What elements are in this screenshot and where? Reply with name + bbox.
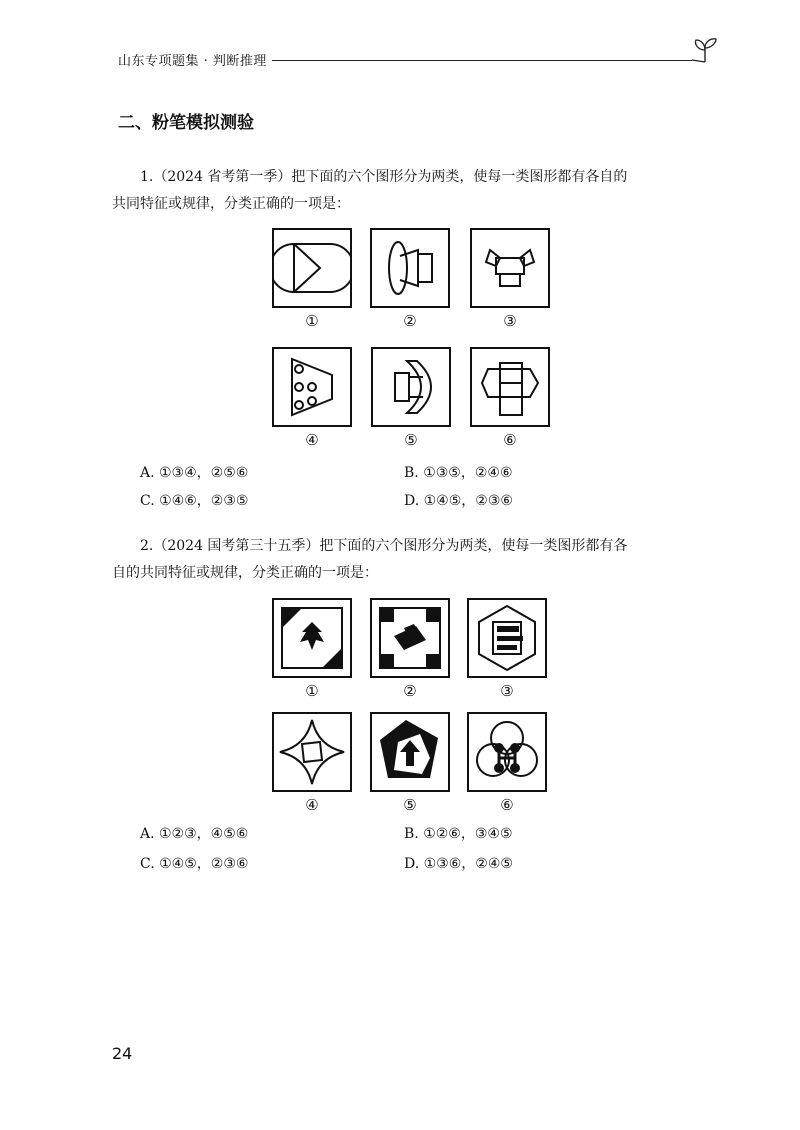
question-2-line2: 自的共同特征或规律，分类正确的一项是： <box>112 565 378 581</box>
q2-option-d[interactable]: D. ①③⑥，②④⑤ <box>404 856 513 872</box>
section-title: 二、粉笔模拟测验 <box>118 113 254 133</box>
q1-figure-6 <box>470 347 550 427</box>
q2-option-b[interactable]: B. ①②⑥，③④⑤ <box>404 826 513 842</box>
q1-figure-1 <box>272 228 352 308</box>
q2-figure-5-label: ⑤ <box>403 796 417 814</box>
q2-figure-6-label: ⑥ <box>500 796 514 814</box>
q1-option-c[interactable]: C. ①④⑥，②③⑤ <box>140 493 249 509</box>
q1-figure-4-label: ④ <box>305 431 319 449</box>
q2-figure-1 <box>272 598 352 678</box>
q2-figure-6 <box>467 712 547 792</box>
q1-option-d[interactable]: D. ①④⑤，②③⑥ <box>404 493 513 509</box>
q1-figure-5-label: ⑤ <box>404 431 418 449</box>
question-2-line1: 2.（2024 国考第三十五季）把下面的六个图形分为两类，使每一类图形都有各 <box>140 538 628 554</box>
q2-figure-1-label: ① <box>305 682 319 700</box>
question-1-stem <box>112 164 712 218</box>
q2-option-a[interactable]: A. ①②③，④⑤⑥ <box>140 826 249 842</box>
question-1-line1: 1.（2024 省考第一季）把下面的六个图形分为两类，使每一类图形都有各自的 <box>140 169 628 185</box>
q2-option-c[interactable]: C. ①④⑤，②③⑥ <box>140 856 249 872</box>
q2-figure-5 <box>370 712 450 792</box>
q2-figure-4 <box>272 712 352 792</box>
q1-figure-3 <box>470 228 550 308</box>
q1-figure-6-label: ⑥ <box>503 431 517 449</box>
question-2-stem <box>112 533 712 587</box>
question-1-line2: 共同特征或规律，分类正确的一项是： <box>112 196 350 212</box>
q1-figure-1-label: ① <box>305 312 319 330</box>
q1-figure-3-label: ③ <box>503 312 517 330</box>
q1-option-a[interactable]: A. ①③④，②⑤⑥ <box>140 465 249 481</box>
q1-figure-2 <box>370 228 450 308</box>
q1-figure-5 <box>371 347 451 427</box>
q2-figure-2 <box>370 598 450 678</box>
sprout-icon <box>688 32 722 66</box>
q2-figure-2-label: ② <box>403 682 417 700</box>
q2-figure-3 <box>467 598 547 678</box>
q1-figure-4 <box>272 347 352 427</box>
q1-option-b[interactable]: B. ①③⑤，②④⑥ <box>404 465 513 481</box>
q1-figure-2-label: ② <box>403 312 417 330</box>
q2-figure-4-label: ④ <box>305 796 319 814</box>
header-rule <box>272 60 692 61</box>
page-number: 24 <box>112 1044 133 1063</box>
q2-figure-3-label: ③ <box>500 682 514 700</box>
running-header: 山东专项题集 · 判断推理 <box>118 54 267 69</box>
